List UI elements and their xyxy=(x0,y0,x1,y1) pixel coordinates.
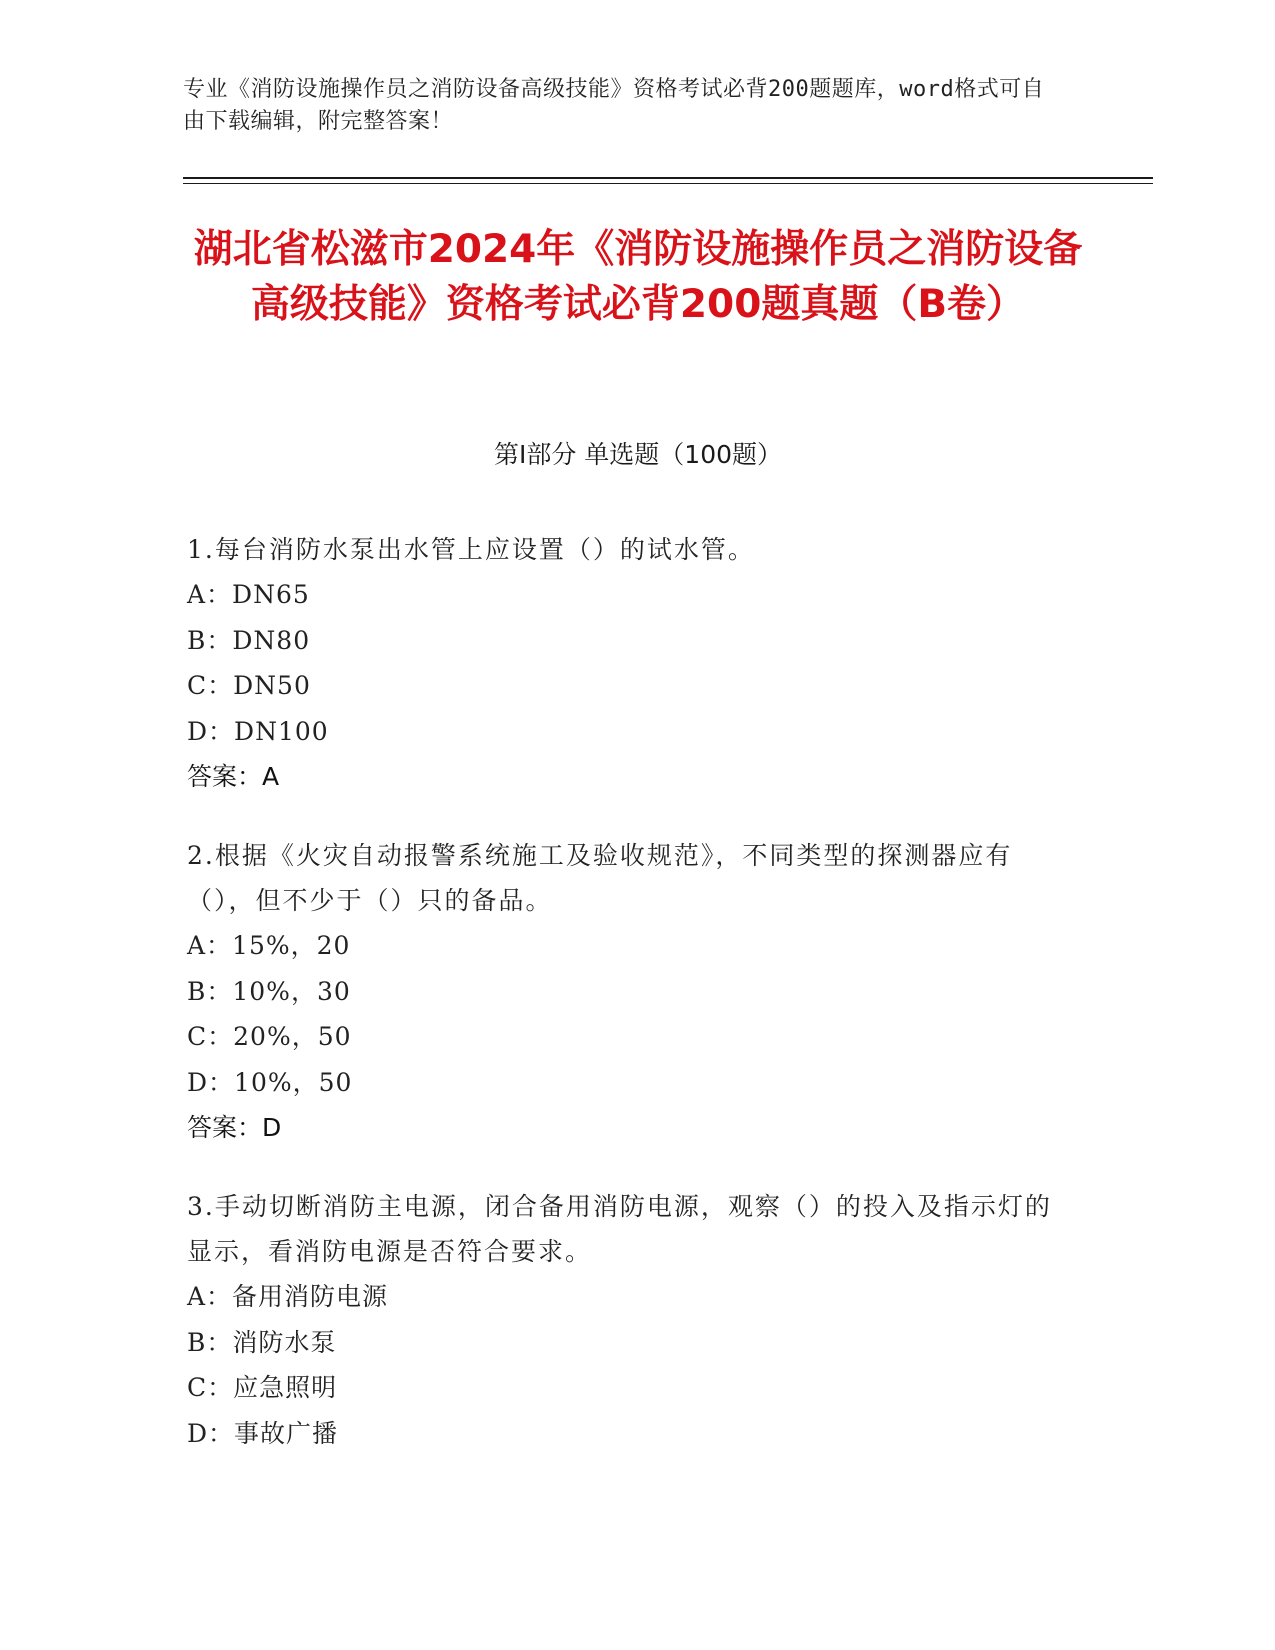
option-d: D：DN100 xyxy=(187,716,329,746)
question-stem: 1.每台消防水泵出水管上应设置（）的试水管。 xyxy=(187,535,755,564)
header-note: 专业《消防设施操作员之消防设备高级技能》资格考试必背200题题库，word格式可自由下载编辑，附完整答案！ xyxy=(183,77,1045,134)
header-divider-thick xyxy=(183,177,1153,179)
option-a: A：15%，20 xyxy=(187,931,351,960)
question-1 xyxy=(187,527,1067,799)
document-title: 湖北省松滋市2024年《消防设施操作员之消防设备高级技能》资格考试必背200题真题（B卷） xyxy=(193,227,1083,327)
question-list xyxy=(187,527,1067,1490)
question-stem: 2.根据《火灾自动报警系统施工及验收规范》，不同类型的探测器应有（），但不少于（）只的备品。 xyxy=(187,841,1013,915)
header-divider-thin xyxy=(183,183,1153,184)
question-2 xyxy=(187,833,1067,1150)
option-a: A：备用消防电源 xyxy=(187,1282,389,1311)
question-3 xyxy=(187,1184,1067,1456)
option-b: B：消防水泵 xyxy=(187,1327,337,1357)
option-c: C：20%，50 xyxy=(187,1022,352,1051)
question-stem: 3.手动切断消防主电源，闭合备用消防电源，观察（）的投入及指示灯的显示，看消防电源是否符合要求。 xyxy=(187,1192,1052,1266)
option-a: A：DN65 xyxy=(187,580,310,609)
option-c: C：应急照明 xyxy=(187,1373,338,1402)
section-title: 第I部分 单选题（100题） xyxy=(493,440,783,469)
option-b: B：DN80 xyxy=(187,625,311,655)
option-d: D：10%，50 xyxy=(187,1067,353,1097)
option-c: C：DN50 xyxy=(187,671,311,700)
answer-line: 答案：D xyxy=(187,1113,282,1142)
option-b: B：10%，30 xyxy=(187,976,351,1006)
option-d: D：事故广播 xyxy=(187,1418,339,1448)
answer-line: 答案：A xyxy=(187,762,280,791)
